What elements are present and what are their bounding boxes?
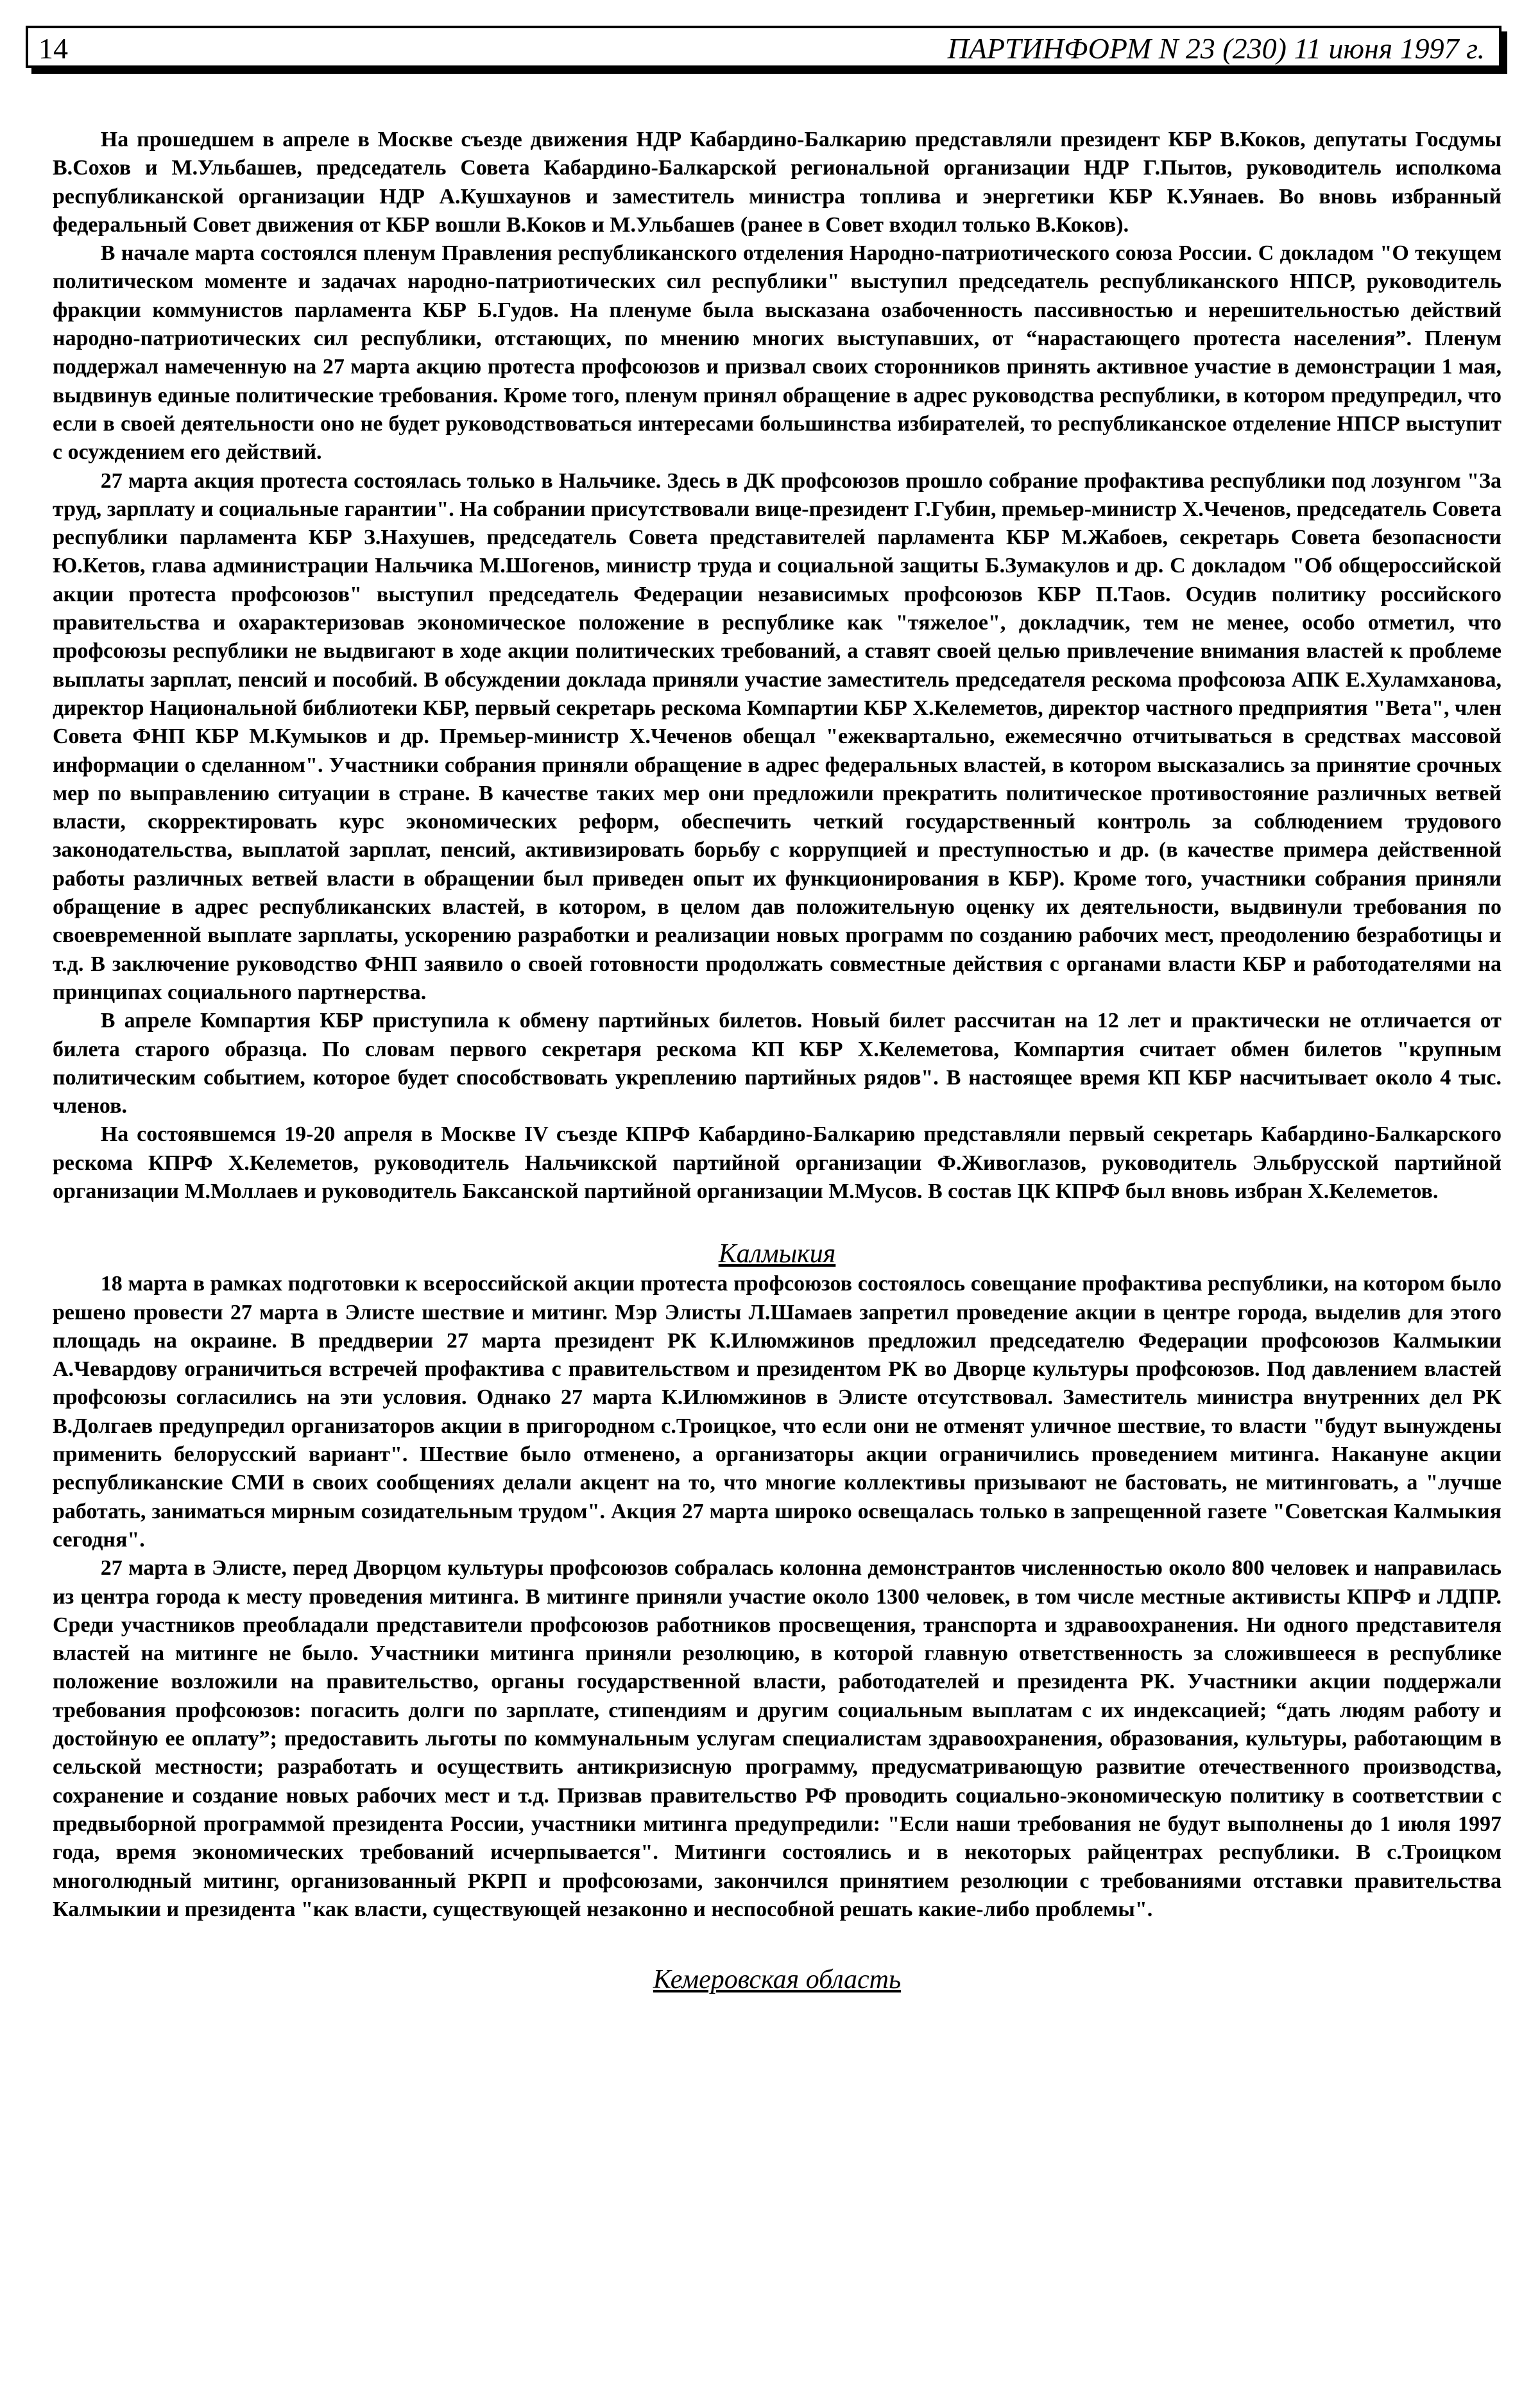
- article-body: [53, 126, 1502, 1996]
- paragraph-kalmykia-meeting: 18 марта в рамках подготовки к всероссийской акции протеста профсоюзов состоялось совещание профактива республики, на котором было решено провести 27 марта в Элисте шествие и митинг. Мэр Элисты Л.Шамаев запретил проведение акции в центре города, выделив для этого площадь на окраине. В преддверии 27 марта президент РК К.Илюмжинов предложил председателю Федерации профсоюзов Калмыкии А.Чевардову ограничиться встречей профактива с правительством и президентом РК во Дворце культуры профсоюзов. Под давлением властей профсоюзы согласились на эти условия. Однако 27 марта К.Илюмжинов в Элисте отсутствовал. Заместитель министра внутренних дел РК В.Долгаев предупредил организаторов акции в пригородном с.Троицкое, что если они не отменят уличное шествие, то власти "будут вынуждены применить белорусский вариант". Шествие было отменено, а организаторы акции ограничились проведением митинга. Накануне акции республиканские СМИ в своих сообщениях делали акцент на то, что многие коллективы призывают не бастовать, не митинговать, а "лучше работать, заниматься мирным созидательным трудом". Акция 27 марта широко освещалась только в запрещенной газете "Советская Калмыкия сегодня".: [53, 1272, 1502, 1552]
- paragraph-npsr-plenum: В начале марта состоялся пленум Правления республиканского отделения Народно-патриотического союза России. С докладом "О текущем политическом моменте и задачах народно-патриотических сил республики" выступил председатель республиканского НПСР, руководитель фракции коммунистов парламента КБР Б.Гудов. На пленуме была высказана озабоченность пассивностью и нерешительностью действий народно-патриотических сил республики, отстающих, по мнению многих выступавших, от “нарастающего протеста населения”. Пленум поддержал намеченную на 27 марта акцию протеста профсоюзов и призвал своих сторонников принять активное участие в демонстрации 1 мая, выдвинув единые политические требования. Кроме того, пленум принял обращение в адрес руководства республики, в котором предупредил, что если в своей деятельности оно не будет руководствоваться интересами большинства избирателей, то республиканское отделение НПСР выступит с осуждением его действий.: [53, 241, 1502, 465]
- kemerovo-section: [53, 1964, 1502, 1996]
- paragraph-nalchik-protest: 27 марта акция протеста состоялась только в Нальчике. Здесь в ДК профсоюзов прошло собрание профактива республики под лозунгом "За труд, зарплату и социальные гарантии". На собрании присутствовали вице-президент Г.Губин, премьер-министр Х.Чеченов, председатель Совета республики парламента КБР З.Нахушев, председатель Совета представителей парламента КБР М.Жабоев, секретарь Совета безопасности Ю.Кетов, глава администрации Нальчика М.Шогенов, министр труда и социальной защиты Б.Зумакулов и др. С докладом "Об общероссийской акции протеста профсоюзов" выступил председатель Федерации независимых профсоюзов КБР П.Таов. Осудив политику российского правительства и охарактеризовав экономическое положение в республике как "тяжелое", докладчик, тем не менее, особо отметил, что профсоюзы республики не выдвигают в ходе акции политических требований, а ставят своей целью привлечение внимания властей к проблеме выплаты зарплат, пенсий и пособий. В обсуждении доклада приняли участие заместитель председателя рескома профсоюза АПК Е.Хуламханова, директор Национальной библиотеки КБР, первый секретарь рескома Компартии КБР Х.Келеметов, директор частного предприятия "Вета", член Совета ФНП КБР М.Кумыков и др. Премьер-министр Х.Чеченов обещал "ежеквартально, ежемесячно отчитываться в средствах массовой информации о сделанном". Участники собрания приняли обращение в адрес федеральных властей, в котором высказались за принятие срочных мер по выправлению ситуации в стране. В качестве таких мер они предложили прекратить политическое противостояние различных ветвей власти, скорректировать курс экономических реформ, обеспечить четкий государственный контроль за соблюдением трудового законодательства, выплатой зарплат, пенсий, активизировать борьбу с коррупцией и преступностью и др. (в качестве примера действенной работы различных ветвей власти в обращении был приведен опыт их функционирования в КБР). Кроме того, участники собрания приняли обращение в адрес республиканских властей, в котором, в целом дав положительную оценку их деятельности, выдвинули требования по своевременной выплате зарплаты, ускорению разработки и реализации новых программ по созданию рабочих мест, преодолению безработицы и т.д. В заключение руководство ФНП заявило о своей готовности продолжать совместные действия с органами власти КБР и работодателями на принципах социального партнерства.: [53, 468, 1502, 1004]
- kalmykia-section: [53, 1238, 1502, 1924]
- paragraph-kprf-congress: На состоявшемся 19-20 апреля в Москве IV съезде КПРФ Кабардино-Балкарию представляли первый секретарь Кабардино-Балкарского рескома КПРФ Х.Келеметов, руководитель Нальчикской партийной организации Ф.Живоглазов, руководитель Эльбрусской партийной организации М.Моллаев и руководитель Баксанской партийной организации М.Мусов. В состав ЦК КПРФ был вновь избран Х.Келеметов.: [53, 1122, 1502, 1203]
- paragraph-elista-rally: 27 марта в Элисте, перед Дворцом культуры профсоюзов собралась колонна демонстрантов численностью около 800 человек и направилась из центра города к месту проведения митинга. В митинге приняли участие около 1300 человек, в том числе местные активисты КПРФ и ЛДПР. Среди участников преобладали представители профсоюзов работников просвещения, транспорта и здравоохранения. Ни одного представителя властей на митинге не было. Участники митинга приняли резолюцию, в которой главную ответственность за сложившееся в республике положение возложили на правительство, органы государственной власти, работодателей и президента РК. Участники акции поддержали требования профсоюзов: погасить долги по зарплате, стипендиям и другим социальным выплатам с их индексацией; “дать людям работу и достойную ее оплату”; предоставить льготы по коммунальным услугам специалистам здравоохранения, образования, культуры, работающим в сельской местности; разработать и осуществить антикризисную программу, предусматривающую развитие отечественного производства, сохранение и создание новых рабочих мест и т.д. Призвав правительство РФ проводить социально-экономическую политику в соответствии с предвыборной программой президента России, участники митинга предупредили: "Если наши требования не будут выполнены до 1 июля 1997 года, время экономических требований исчерпывается". Митинги состоялись и в некоторых райцентрах республики. В с.Троицком многолюдный митинг, организованный РКРП и профсоюзами, закончился принятием резолюции с требованиями отставки правительства Калмыкии и президента "как власти, существующей незаконно и неспособной решать какие-либо проблемы".: [53, 1556, 1502, 1921]
- page-header: [26, 26, 1502, 68]
- issue-title: ПАРТИНФОРМ N 23 (230) 11 июня 1997 г.: [947, 32, 1485, 65]
- section-heading-kalmykia: Калмыкия: [718, 1239, 836, 1269]
- paragraph-ndr-congress: На прошедшем в апреле в Москве съезде движения НДР Кабардино-Балкарию представляли президент КБР В.Коков, депутаты Госдумы В.Сохов и М.Ульбашев, председатель Совета Кабардино-Балкарской региональной организации НДР Г.Пытов, руководитель исполкома республиканской организации НДР А.Кушхаунов и заместитель министра топлива и энергетики КБР К.Уянаев. Во вновь избранный федеральный Совет движения от КБР вошли В.Коков и М.Ульбашев (ранее в Совет входил только В.Коков).: [53, 128, 1502, 237]
- section-heading-kemerovo: Кемеровская область: [653, 1965, 902, 1995]
- page-number: 14: [38, 32, 68, 65]
- paragraph-party-cards: В апреле Компартия КБР приступила к обмену партийных билетов. Новый билет рассчитан на 12 лет и практически не отличается от билета старого образца. По словам первого секретаря рескома КП КБР Х.Келеметова, Компартия считает обмен билетов "крупным политическим событием, которое будет способствовать укреплению партийных рядов". В настоящее время КП КБР насчитывает около 4 тыс. членов.: [53, 1009, 1502, 1118]
- kbr-section: [53, 126, 1502, 1206]
